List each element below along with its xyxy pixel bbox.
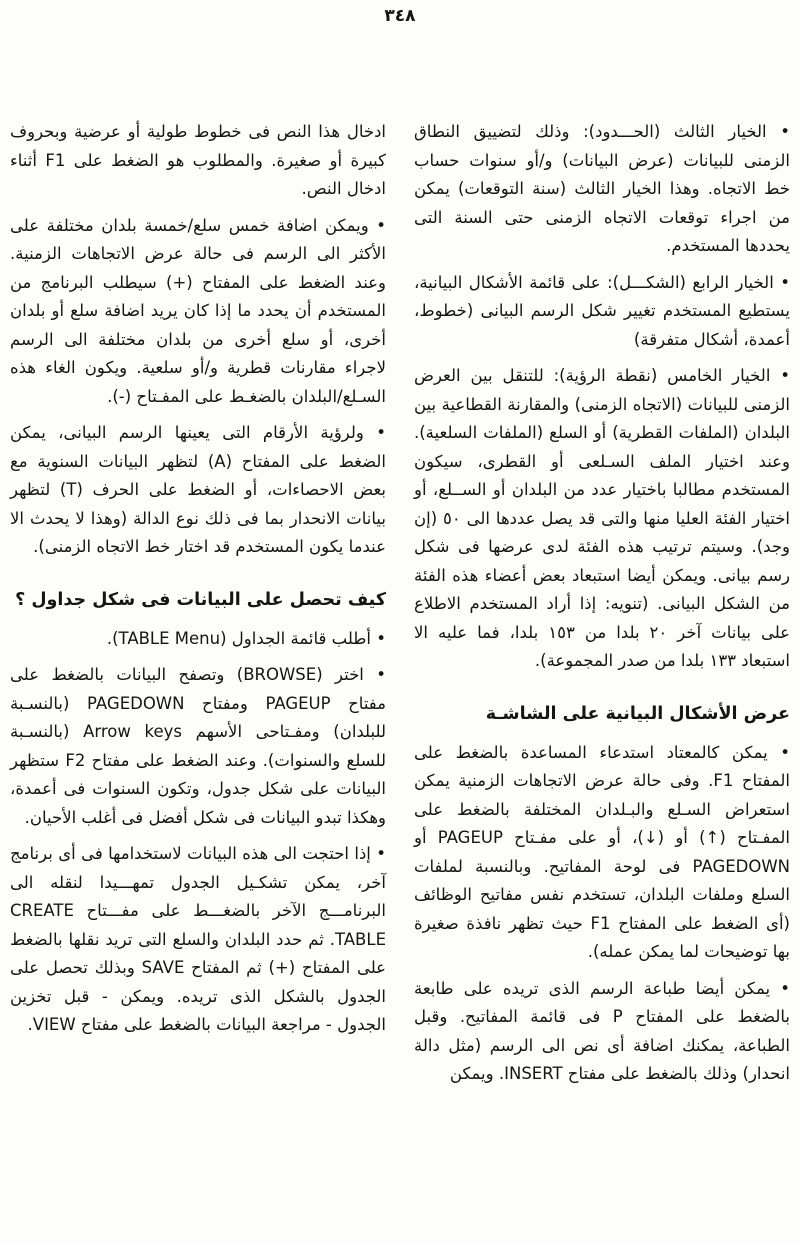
text-columns bbox=[0, 118, 800, 1097]
paragraph-help-keys: • يمكن كالمعتاد استدعاء المساعدة بالضغط على المفتاح F1. وفى حالة عرض الاتجاهات الزمنية يمكن استعراض السـلع والبـلدان المختلفة بالضغط على المفـتاح (↑) أو (↓)، أو على مفـتاح PAGEUP أو PAGEDOWN فى لوحة المفاتيح. وبالنسبة لملفات السلع وملفات البلدان، تستخدم نفس مفاتيح الوظائف (أى الضغط على المفتاح F1 حيث تظهر نافذة صغيرة بها توضيحات لما يمكن عمله). bbox=[414, 742, 790, 961]
section-heading-display-charts: عرض الأشكال البيانية على الشاشـة bbox=[485, 703, 790, 724]
column-right bbox=[414, 118, 790, 1097]
column-left bbox=[10, 118, 386, 1097]
section-heading-tables: كيف تحصل على البيانات فى شكل جداول ؟ bbox=[15, 589, 386, 610]
paragraph-option-three: • الخيار الثالث (الحـــدود): وذلك لتضييق النطاق الزمنى للبيانات (عرض البيانات) و/أو سنوات حساب خط الاتجاه. وهذا الخيار الثالث (سنة التوقعات) يمكن من اجراء توقعات الاتجاه الزمنى حتى السنة التى يحددها المستخدم. bbox=[414, 122, 790, 255]
paragraph-option-five: • الخيار الخامس (نقطة الرؤية): للتنقل بين العرض الزمنى للبيانات (الاتجاه الزمنى) والمقارنة القطاعية بين البلدان (الملفات القطرية) أو السلع (الملفات السلعية). وعند اختيار الملف السـلعى أو القطرى، سيكون المستخدم مطالبا باختيار عدد من البلدان أو الســلع، أو اختيار الفئة العليا منها والتى قد يصل عددها الى ٥٠ (إن وجد). وسيتم ترتيب هذه الفئة لدى عرضها فى شكل رسم بيانى. ويمكن أيضا استبعاد بعض أعضاء هذه الفئة من الشكل البيانى. (تنويه: إذا أراد المستخدم الاطلاع على بيانات آخر ٢٠ بلدا من ١٥٣ بلدا، فما عليه الا استبعاد ١٣٣ بلدا من صدر المجموعة). bbox=[414, 366, 790, 670]
paragraph-add-commodities: • ويمكن اضافة خمس سلع/خمسة بلدان مختلفة على الأكثر الى الرسم فى حالة عرض الاتجاهات الزمنية. وعند الضغط على المفتاح (+) سيطلب البرنامج من المستخدم أن يحدد ما إذا كان يريد اضافة سلع أو بلدان أخرى، أو سلع أخرى من بلدان مختلفة الى الرسم لاجراء مقارنات قطرية و/أو سلعية. ويكون الغاء هذه السـلع/البلدان بالضغـط على المفـتاح (-). bbox=[10, 215, 386, 406]
paragraph-table-menu: • أطلب قائمة الجداول (TABLE Menu). bbox=[106, 628, 386, 648]
paragraph-create-table: • إذا احتجت الى هذه البيانات لاستخدامها فى أى برنامج آخر، يمكن تشكـيل الجدول تمهـــيدا لنقله الى البرنامـــج الآخر بالضغـــط على مفـــتاح CREATE TABLE. ثم حدد البلدان والسلع التى تريد نقلها بالضغط على المفتاح (+) ثم المفتاح SAVE وبذلك تحصل على الجدول بالشكل الذى تريده. ويمكن - قبل تخزين الجدول - مراجعة البيانات بالضغط على مفتاح VIEW. bbox=[10, 844, 387, 1034]
paragraph-text-entry-continuation: ادخال هذا النص فى خطوط طولية أو عرضية وبحروف كبيرة أو صغيرة. والمطلوب هو الضغط على F1 أثناء ادخال النص. bbox=[10, 122, 387, 198]
paragraph-view-numbers: • ولرؤية الأرقام التى يعينها الرسم البيانى، يمكن الضغط على المفتاح (A) لتظهر البيانات السنوية مع بعض الاحصاءات، أو الضغط على الحرف (T) لتظهر بيانات الانحدار بما فى ذلك نوع الدالة (وهذا لا يحدث الا عندما يكون المستخدم قد اختار خط الاتجاه الزمنى). bbox=[10, 423, 387, 556]
page-number: ٣٤٨ bbox=[384, 6, 416, 26]
paragraph-print-chart: • يمكن أيضا طباعة الرسم الذى تريده على طابعة بالضغط على المفتاح P فى قائمة المفاتيح. وقبل الطباعة، يمكنك اضافة أى نص الى الرسم (مثل دالة انحدار) وذلك بالضغط على مفتاح INSERT. ويمكن bbox=[414, 978, 790, 1083]
paragraph-option-four: • الخيار الرابع (الشكـــل): على قائمة الأشكال البيانية، يستطيع المستخدم تغيير شكل الرسم البيانى (خطوط، أعمدة، أشكال متفرقة) bbox=[414, 272, 790, 349]
paragraph-browse: • اختر (BROWSE) وتصفح البيانات بالضغط على مفتاح PAGEUP ومفتاح PAGEDOWN (بالنسـبة للبلدان) ومفـتاحى الأسهم Arrow keys (بالنسـبة للسلع والسنوات). وعند الضغط على مفتاح F2 ستظهر البيانات على شكل جدول، وتكون السنوات فى أعمدة، وهكذا تبدو البيانات فى شكل أفضل فى أغلب الأحيان. bbox=[10, 665, 387, 827]
